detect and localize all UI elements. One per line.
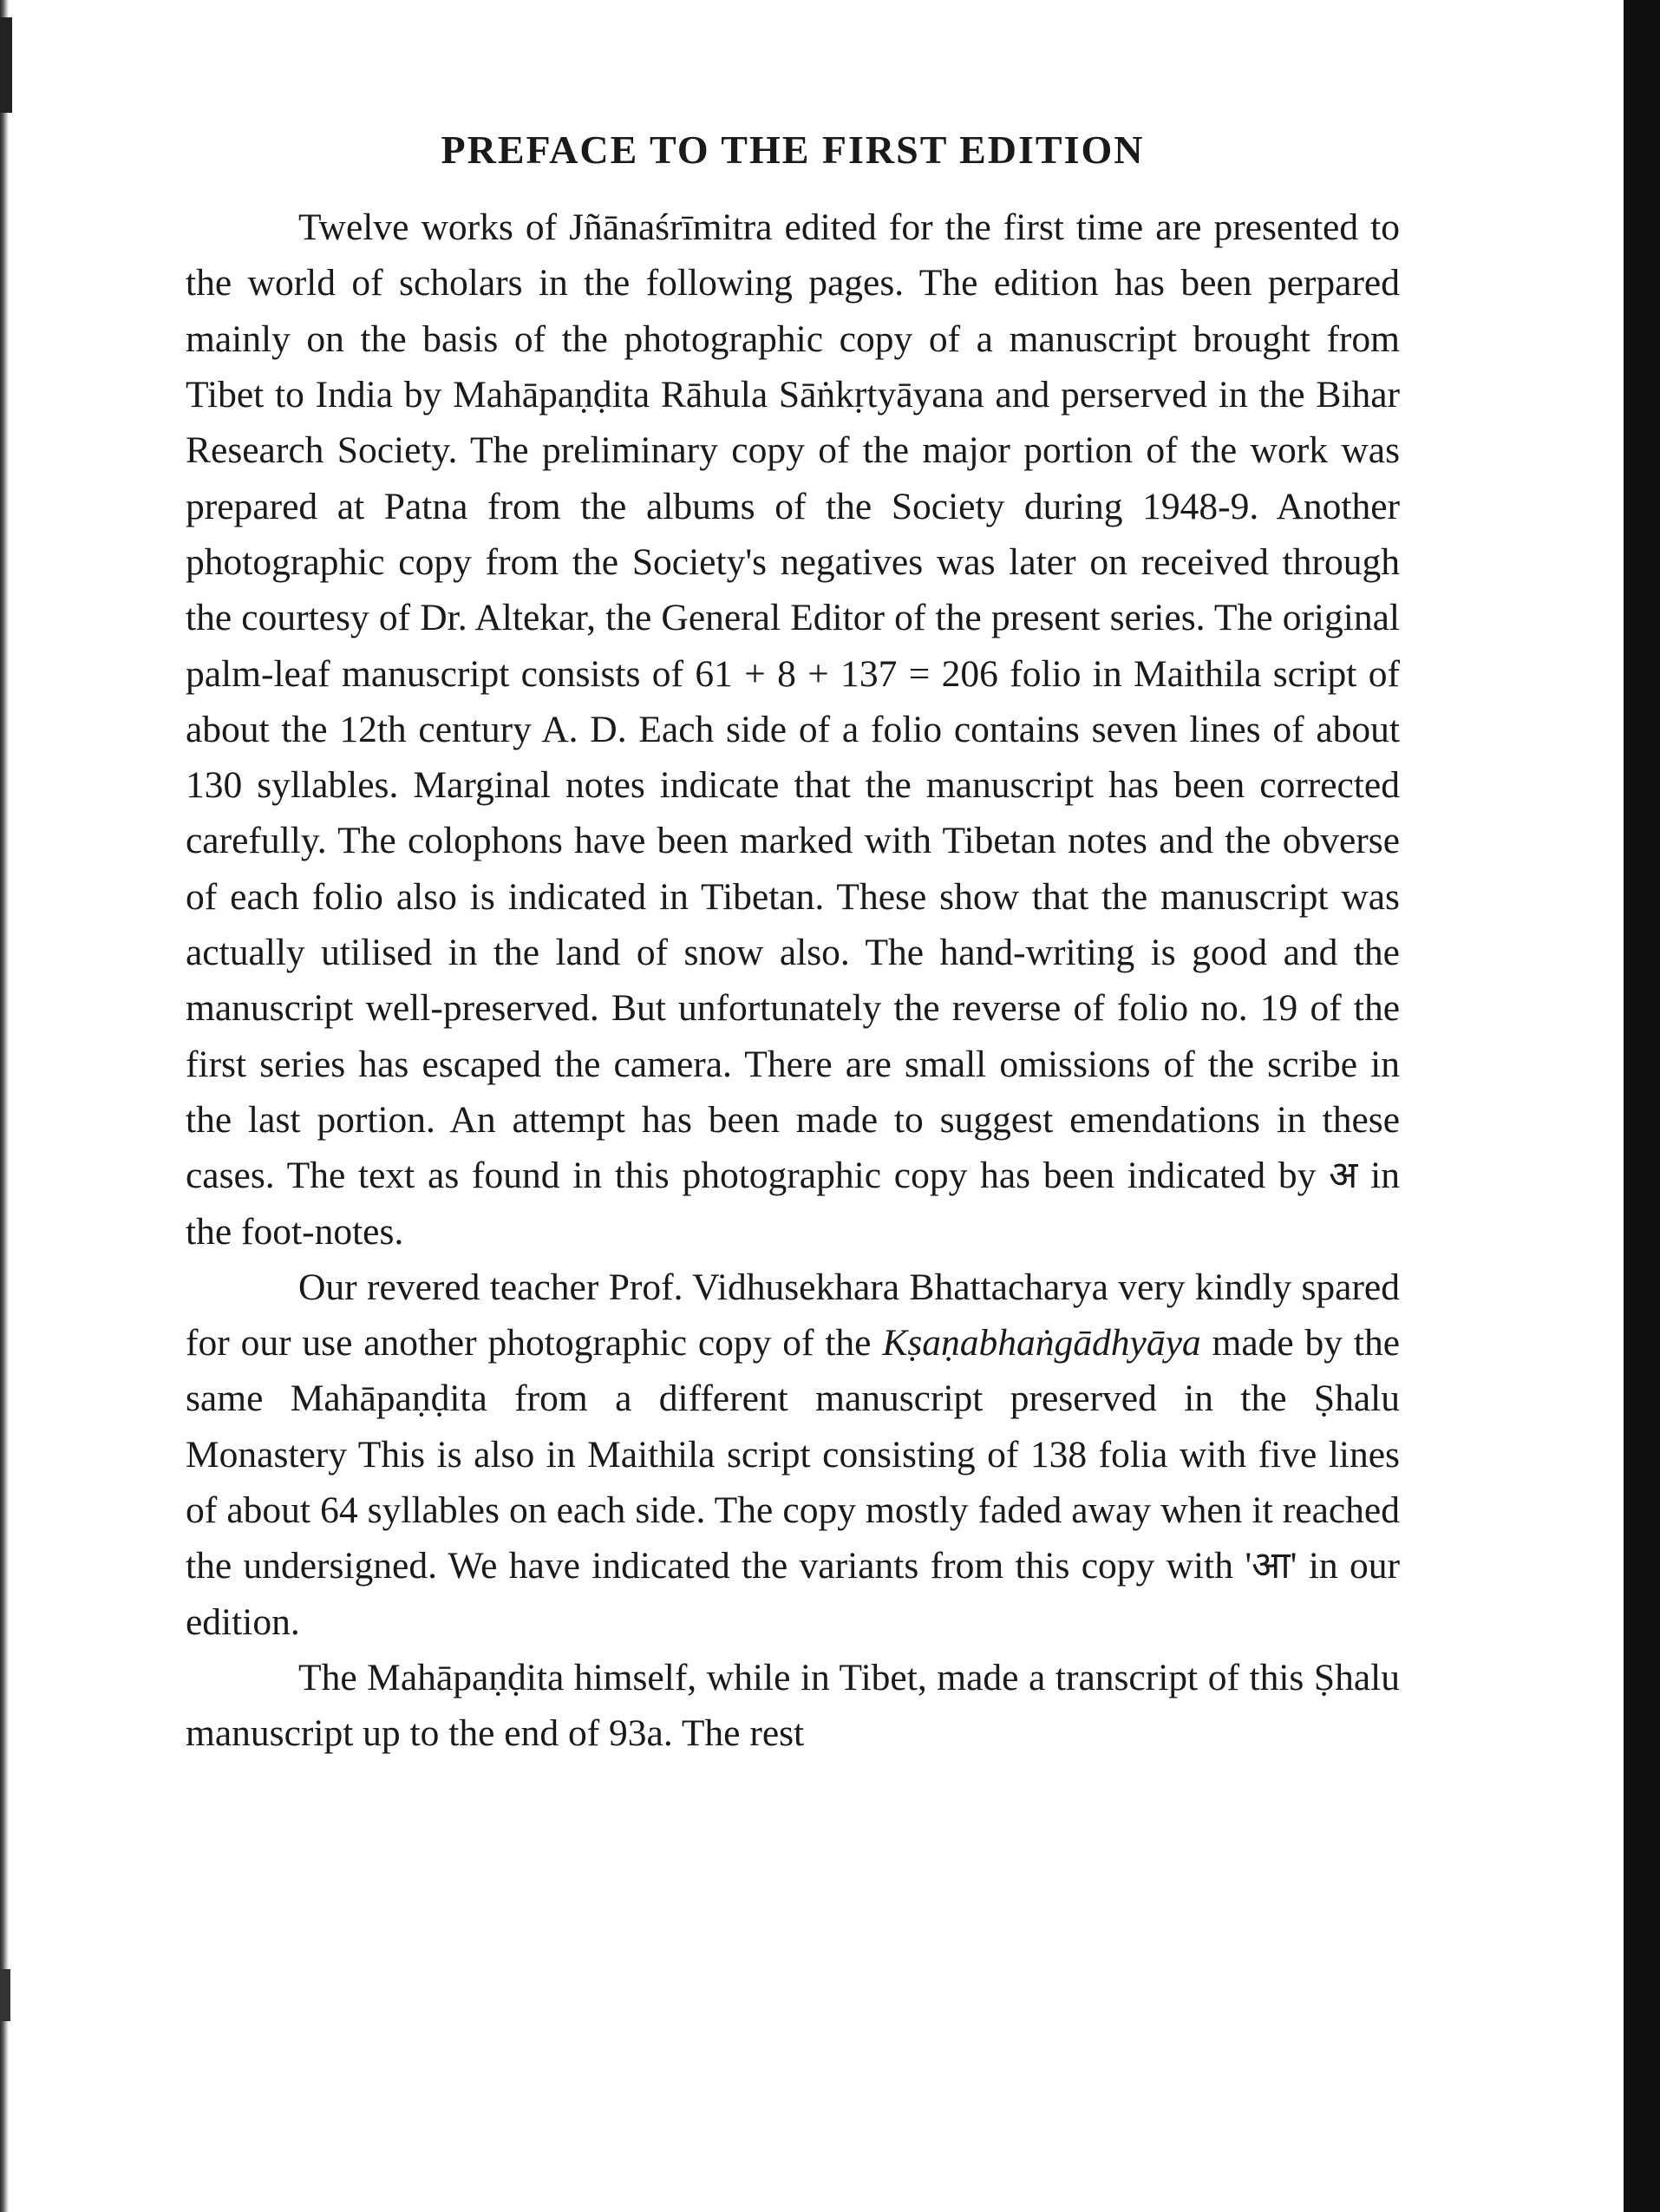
paragraph-3: The Mahāpaṇḍita himself, while in Tibet, made a transcript of this Ṣhalu manuscript up to the end of 93a. The rest xyxy=(186,1656,1400,1755)
scan-binding-mark xyxy=(0,17,12,113)
page-title: PREFACE TO THE FIRST EDITION xyxy=(441,128,1145,172)
paragraph-2 xyxy=(186,1260,1400,1650)
work-title-italic: Kṣaṇabhaṅgādhyāya xyxy=(882,1322,1201,1365)
page-content xyxy=(186,126,1400,1762)
scan-left-edge xyxy=(0,0,9,2212)
paragraph-2-text-start: Our revered teacher Prof. Vidhusekhara Bhattacharya very kindly spared for our use another photographic copy of the xyxy=(186,1266,1400,1365)
paragraph-2-text-end: made by the same Mahāpaṇḍita from a different manuscript preserved in the Ṣhalu Monastery This is also in Maithila script consisting of 138 folia with five lines of about 64 syllables on each side. The copy mostly faded away when it reached the undersigned. We have indicated the variants from this copy with 'आ' in our edition. xyxy=(186,1322,1401,1643)
scan-right-border xyxy=(1624,0,1660,2212)
paragraph-1: Twelve works of Jñānaśrīmitra edited for the first time are presented to the world of scholars in the following pages. The edition has been perpared mainly on the basis of the photographic copy of a manuscript brought from Tibet to India by Mahāpaṇḍita Rāhula Sāṅkṛtyāyana and perserved in the Bihar Research Society. The preliminary copy of the major portion of the work was prepared at Patna from the albums of the Society during 1948-9. Another photographic copy from the Society's negatives was later on received through the courtesy of Dr. Altekar, the General Editor of the present series. The original palm-leaf manuscript consists of 61 + 8 + 137 = 206 folio in Maithila script of about the 12th century A. D. Each side of a folio contains seven lines of about 130 syllables. Marginal notes indicate that the manuscript has been corrected carefully. The colophons have been marked with Tibetan notes and the obverse of each folio also is indicated in Tibetan. These show that the manuscript was actually utilised in the land of snow also. The hand-writing is good and the manuscript well-preserved. But unfortunately the reverse of folio no. 19 of the first series has escaped the camera. There are small omissions of the scribe in the last portion. An attempt has been made to suggest emendations in these cases. The text as found in this photographic copy has been indicated by अ in the foot-notes. xyxy=(186,206,1400,1253)
scan-binding-mark xyxy=(0,1969,10,2021)
